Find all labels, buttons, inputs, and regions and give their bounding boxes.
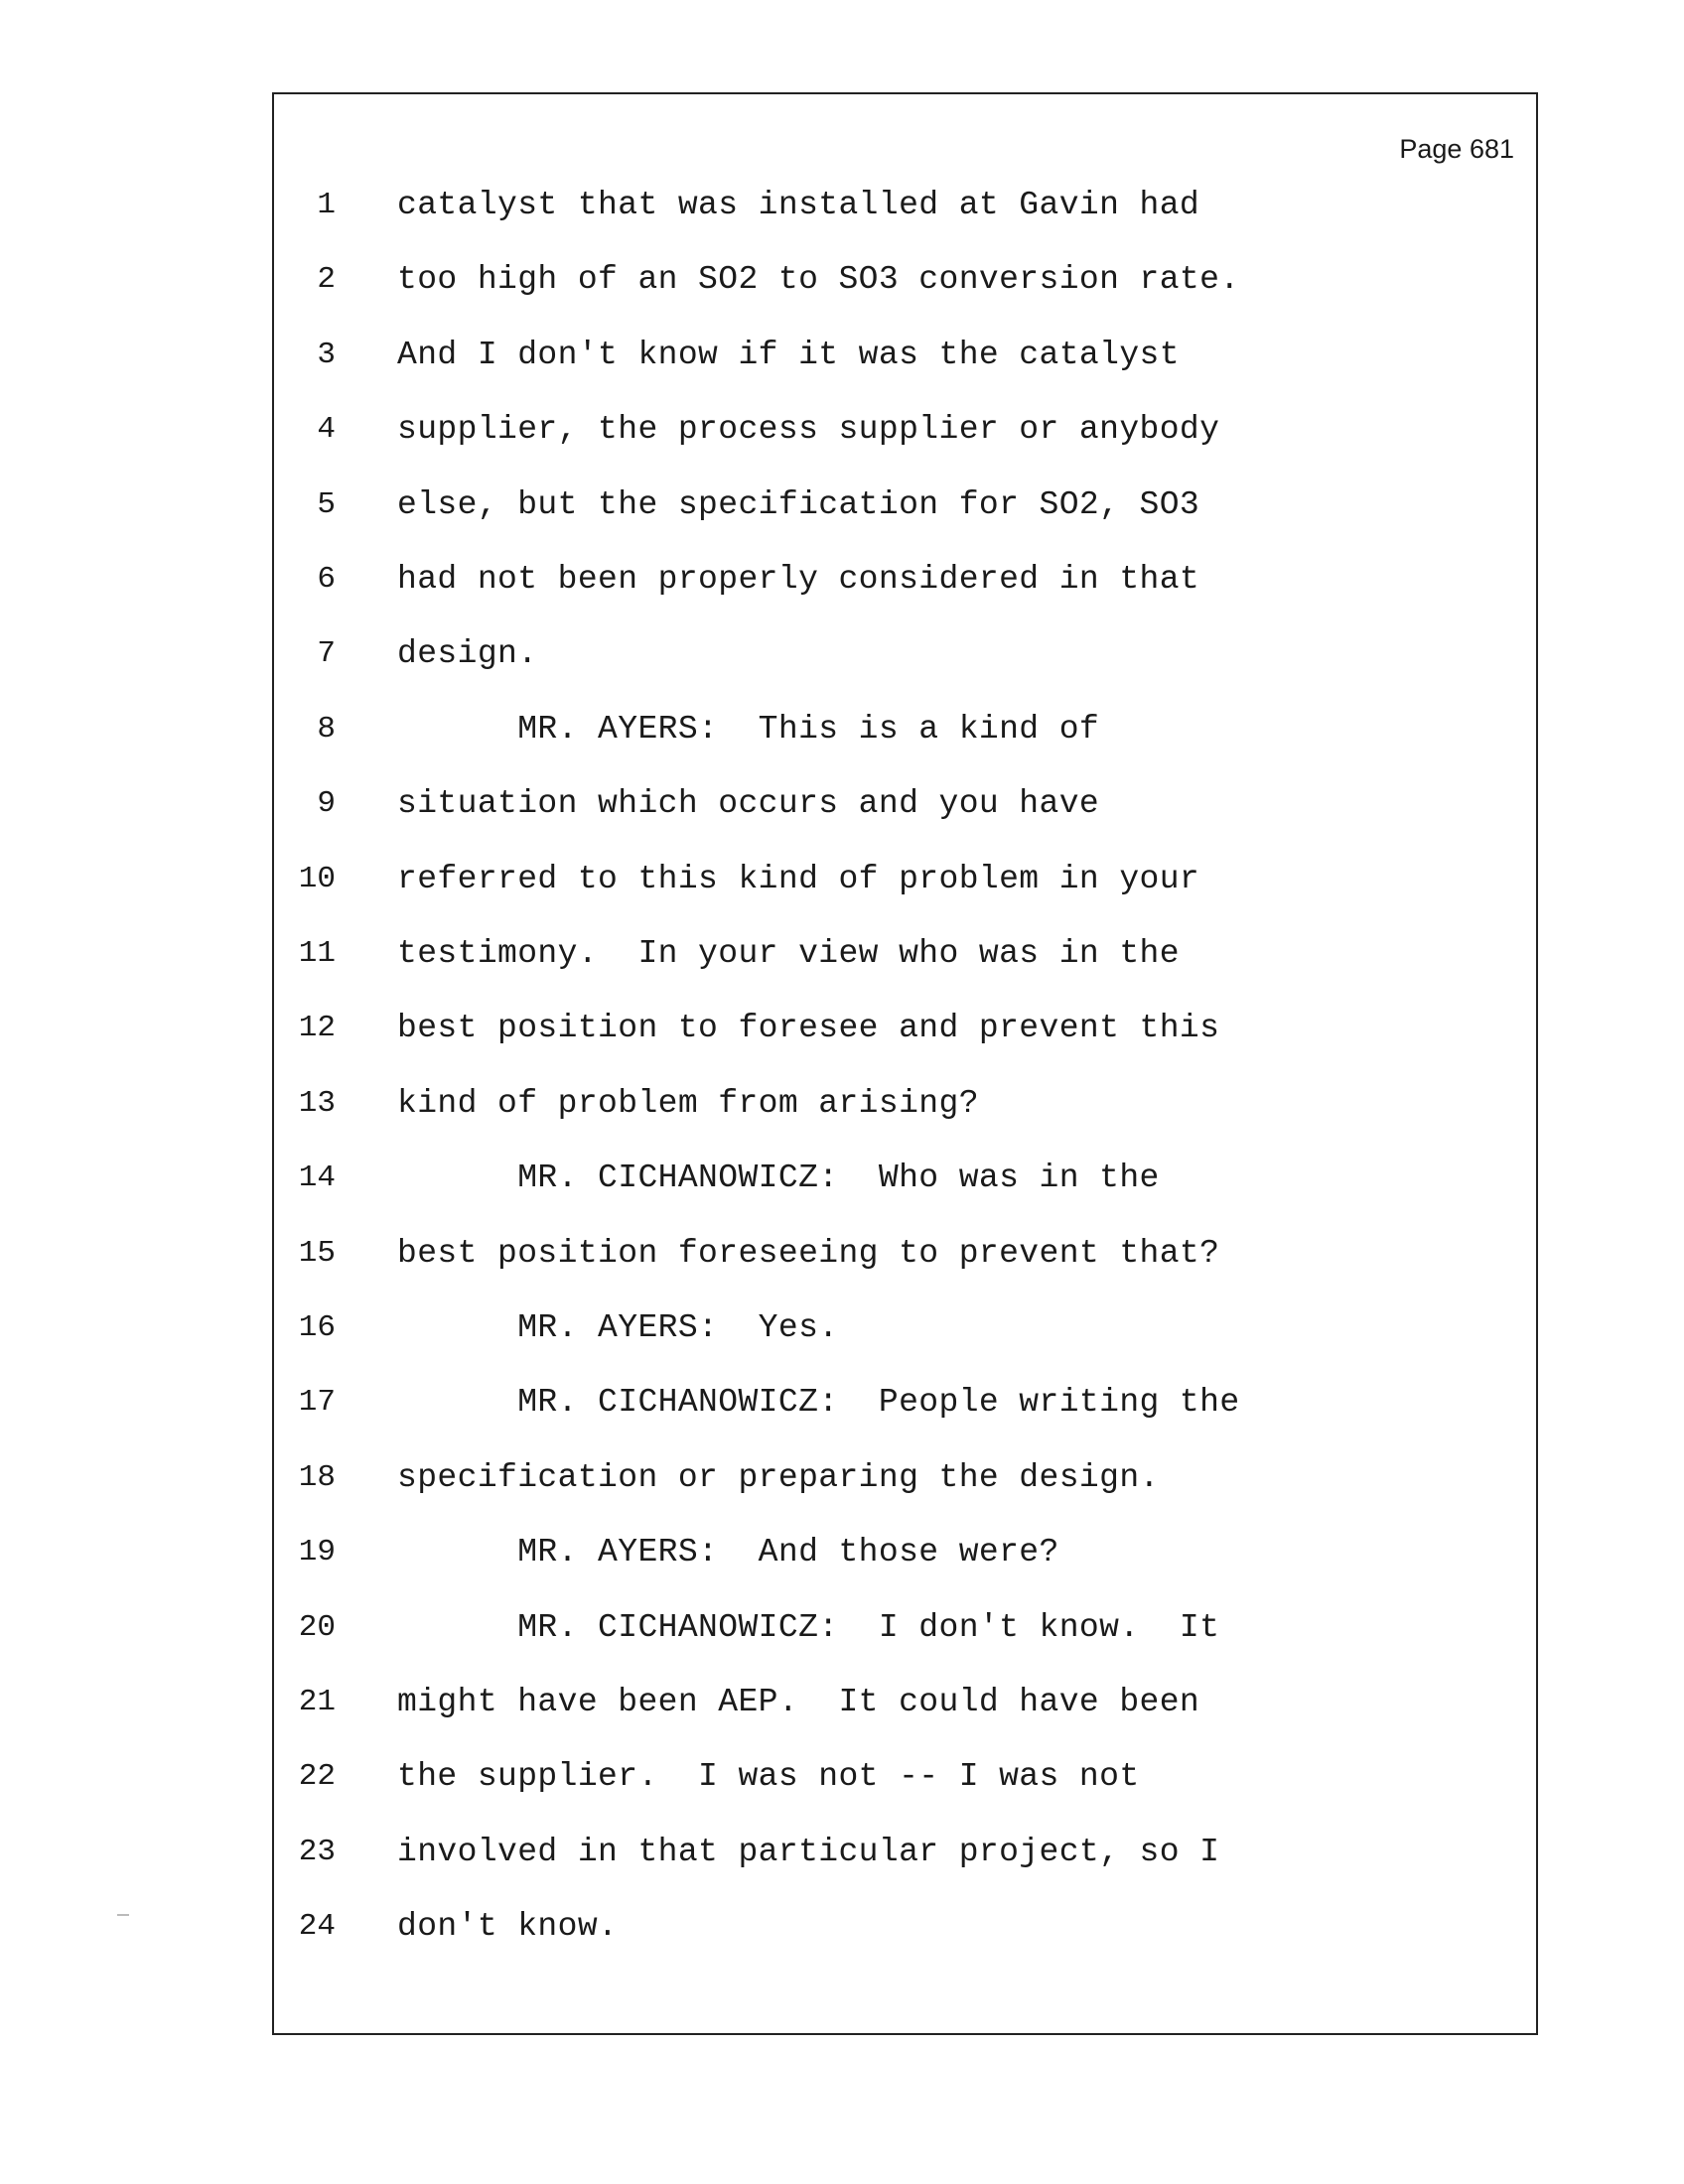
line-text: had not been properly considered in that — [397, 561, 1200, 598]
line-text: the supplier. I was not -- I was not — [397, 1758, 1140, 1796]
transcript-line — [274, 560, 1536, 600]
line-number: 13 — [298, 1085, 336, 1121]
line-number: 9 — [317, 786, 336, 822]
transcript-line — [274, 784, 1536, 824]
line-number: 8 — [317, 711, 336, 747]
line-number: 21 — [298, 1685, 336, 1719]
line-text: too high of an SO2 to SO3 conversion rate. — [397, 261, 1240, 299]
transcript-line — [274, 485, 1536, 525]
margin-mark — [117, 1914, 129, 1916]
transcript-line — [274, 710, 1536, 750]
line-number: 5 — [317, 486, 336, 522]
transcript-line — [274, 1308, 1536, 1348]
line-text: MR. AYERS: And those were? — [397, 1534, 1059, 1571]
page-number: Page 681 — [1399, 134, 1514, 164]
line-text: best position to foresee and prevent this — [397, 1010, 1220, 1047]
line-text: might have been AEP. It could have been — [397, 1684, 1200, 1720]
line-text: situation which occurs and you have — [397, 785, 1100, 823]
transcript-line — [274, 1608, 1536, 1648]
transcript-line — [274, 1009, 1536, 1048]
line-number: 24 — [298, 1909, 336, 1945]
line-number: 10 — [298, 861, 336, 896]
line-text: MR. CICHANOWICZ: People writing the — [397, 1384, 1240, 1422]
line-text: catalyst that was installed at Gavin had — [397, 187, 1200, 223]
line-text: And I don't know if it was the catalyst — [397, 336, 1180, 373]
line-text: design. — [397, 635, 538, 673]
transcript-page — [272, 92, 1538, 2035]
transcript-line — [274, 1907, 1536, 1947]
line-number: 17 — [298, 1385, 336, 1421]
line-number: 4 — [317, 412, 336, 448]
line-text: testimony. In your view who was in the — [397, 935, 1180, 972]
transcript-line — [274, 860, 1536, 899]
line-number: 11 — [298, 936, 336, 971]
transcript-line — [274, 1458, 1536, 1498]
transcript-line — [274, 1833, 1536, 1872]
line-number: 16 — [298, 1310, 336, 1345]
line-number: 18 — [298, 1459, 336, 1495]
transcript-line — [274, 410, 1536, 450]
line-number: 6 — [317, 562, 336, 597]
line-text: best position foreseeing to prevent that? — [397, 1234, 1220, 1272]
transcript-line — [274, 1533, 1536, 1572]
line-text: MR. CICHANOWICZ: I don't know. It — [397, 1608, 1220, 1646]
line-number: 3 — [317, 337, 336, 372]
transcript-line — [274, 1234, 1536, 1274]
transcript-line — [274, 260, 1536, 300]
transcript-line — [274, 1383, 1536, 1423]
line-text: else, but the specification for SO2, SO3 — [397, 485, 1200, 523]
line-text: kind of problem from arising? — [397, 1084, 979, 1122]
transcript-line — [274, 1757, 1536, 1797]
line-number: 22 — [298, 1759, 336, 1795]
transcript-line — [274, 1084, 1536, 1124]
line-text: supplier, the process supplier or anybody — [397, 411, 1220, 449]
line-text: MR. AYERS: Yes. — [397, 1309, 839, 1346]
line-number: 7 — [317, 636, 336, 672]
transcript-line — [274, 1683, 1536, 1722]
transcript-line — [274, 934, 1536, 974]
transcript-line — [274, 336, 1536, 375]
line-number: 20 — [298, 1609, 336, 1645]
transcript-line — [274, 1159, 1536, 1198]
line-text: involved in that particular project, so I — [397, 1833, 1220, 1870]
line-number: 19 — [298, 1535, 336, 1570]
transcript-line — [274, 186, 1536, 225]
line-text: specification or preparing the design. — [397, 1458, 1160, 1496]
transcript-line — [274, 634, 1536, 674]
line-number: 23 — [298, 1834, 336, 1869]
line-text: referred to this kind of problem in your — [397, 860, 1200, 897]
line-number: 1 — [317, 188, 336, 222]
line-text: MR. AYERS: This is a kind of — [397, 710, 1100, 748]
line-number: 12 — [298, 1011, 336, 1046]
line-number: 14 — [298, 1160, 336, 1196]
line-number: 15 — [298, 1235, 336, 1271]
line-text: don't know. — [397, 1908, 619, 1946]
line-text: MR. CICHANOWICZ: Who was in the — [397, 1160, 1160, 1197]
line-number: 2 — [317, 262, 336, 298]
